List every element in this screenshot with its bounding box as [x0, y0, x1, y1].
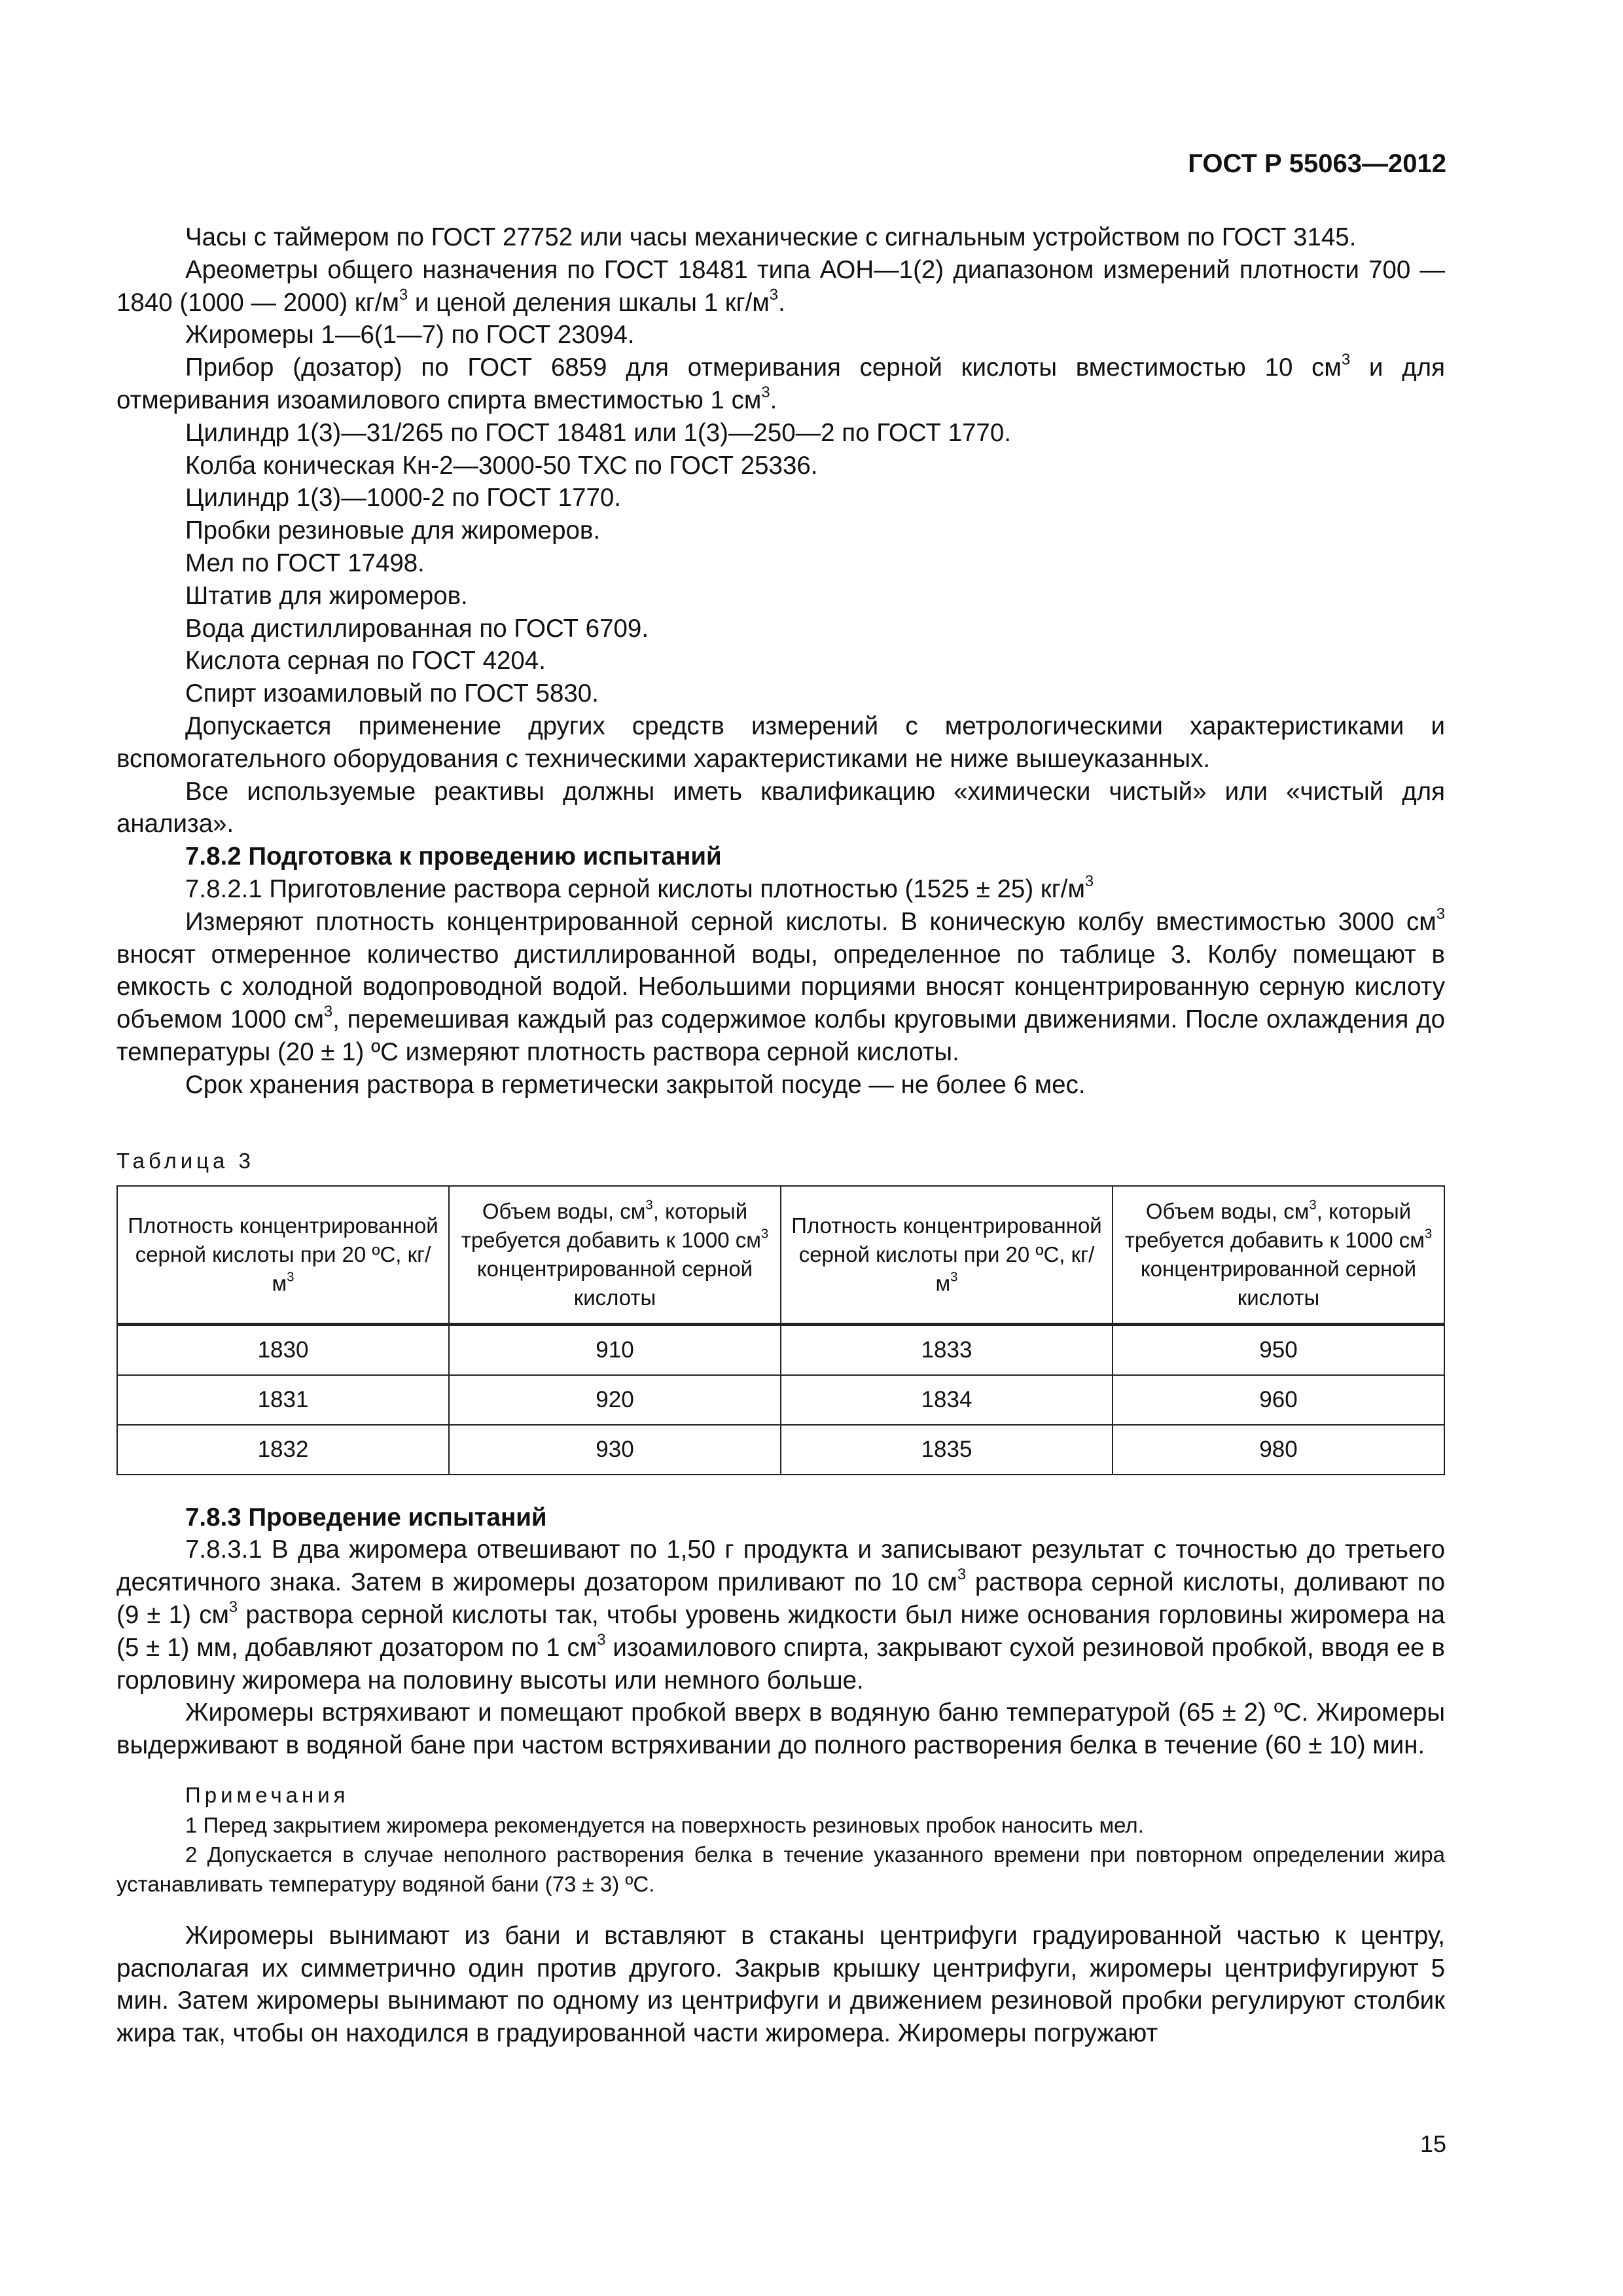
column-header: Плотность концентрированной серной кислоты при 20 ºС, $кг/м^3$ [781, 1186, 1113, 1325]
table-row [117, 1375, 1444, 1425]
list-item: Все используемые реактивы должны иметь квалификацию «химически чистый» или «чистый для анализа». [116, 777, 1445, 838]
list-item: Жиромеры 1—6(1—7) по ГОСТ 23094. [185, 321, 635, 350]
table-cell: 980 [1113, 1425, 1444, 1475]
document-code: ГОСТ Р 55063—2012 [1188, 149, 1446, 178]
list-item: Цилиндр 1(3)—31/265 по ГОСТ 18481 или 1(3)—250—2 по ГОСТ 1770. [185, 418, 1011, 447]
section-heading-7-8-2: 7.8.2 Подготовка к проведению испытаний [185, 842, 722, 871]
column-header: Объем воды, $см^3$, который требуется добавить к 1000 $см^3$ концентрированной серной кислоты [449, 1186, 781, 1325]
page-content [116, 221, 1445, 2050]
list-item: Спирт изоамиловый по ГОСТ 5830. [185, 679, 599, 708]
table-cell: 930 [449, 1425, 781, 1475]
table-cell: 920 [449, 1375, 781, 1425]
column-header: Плотность концентрированной серной кислоты при 20 ºС, $кг/м^3$ [117, 1186, 449, 1325]
table-cell: 1833 [781, 1324, 1113, 1375]
table-cell: 1831 [117, 1375, 449, 1425]
table-cell: 910 [449, 1324, 781, 1375]
table-cell: 1834 [781, 1375, 1113, 1425]
list-item: Ареометры общего назначения по ГОСТ 18481 типа АОН—1(2) диапазоном измерений плотности 700 — 1840 (1000 — 2000) $кг/м^3$ и ценой деления шкалы 1 $кг/м^3$. [116, 255, 1445, 317]
table-caption: Таблица 3 [116, 1148, 255, 1173]
table-cell: 1835 [781, 1425, 1113, 1475]
paragraph: Жиромеры вынимают из бани и вставляют в стаканы центрифуги градуированной частью к центру, располагая их симметрично один против другого. Закрыв крышку центрифуги, жиромеры центрифугируют 5 мин. Затем жиромеры вынимают по одному из центрифуги и движением резиновой пробки регулируют столбик жира так, чтобы он находился в градуированной части жиромера. Жиромеры погружают [116, 1921, 1445, 2048]
paragraph: 7.8.3.1 В два жиромера отвешивают по 1,50 г продукта и записывают результат с точностью до третьего десятичного знака. Затем в жиромеры дозатором приливают по 10 $см^3$ раствора серной кислоты, доливают по (9 ± 1) $см^3$ раствора серной кислоты так, чтобы уровень жидкости был ниже основания горловины жиромера на (5 ± 1) мм, добавляют дозатором по 1 $см^3$ изоамилового спирта, закрывают сухой резиновой пробкой, вводя ее в горловину жиромера на половину высоты или немного больше. [116, 1535, 1445, 1695]
table-cell: 1830 [117, 1324, 449, 1375]
list-item: Допускается применение других средств измерений с метрологическими характеристиками и вспомогательного оборудования с техническими характеристиками не ниже вышеуказанных. [116, 711, 1445, 773]
paragraph: Измеряют плотность концентрированной серной кислоты. В коническую колбу вместимостью 3000 $см^3$ вносят отмеренное количество дистиллированной воды, определенное по таблице 3. Колбу помещают в емкость с холодной водопроводной водой. Небольшими порциями вносят концентрированную серную кислоту объемом 1000 $см^3$, перемешивая каждый раз содержимое колбы круговыми движениями. После охлаждения до температуры (20 ± 1) ºС измеряют плотность раствора серной кислоты. [116, 905, 1445, 1066]
table-cell: 960 [1113, 1375, 1444, 1425]
subsection-heading-7-8-2-1: 7.8.2.1 Приготовление раствора серной кислоты плотностью (1525 ± 25) $кг/м^3$ [185, 872, 1094, 903]
paragraph: Срок хранения раствора в герметически закрытой посуде — не более 6 мес. [185, 1070, 1086, 1099]
list-item: Мел по ГОСТ 17498. [185, 548, 425, 577]
equipment-list [116, 221, 1445, 840]
list-item: Прибор (дозатор) по ГОСТ 6859 для отмеривания серной кислоты вместимостью 10 $см^3$ и для отмеривания изоамилового спирта вместимостью 1 $см^3$. [116, 351, 1445, 414]
notes-title: Примечания [185, 1782, 349, 1807]
table-row [117, 1425, 1444, 1475]
table-cell: 1832 [117, 1425, 449, 1475]
list-item: Цилиндр 1(3)—1000-2 по ГОСТ 1770. [185, 484, 622, 512]
list-item: Пробки резиновые для жиромеров. [185, 516, 601, 545]
paragraph: Жиромеры встряхивают и помещают пробкой вверх в водяную баню температурой (65 ± 2) ºС. Жиромеры выдерживают в водяной бане при частом встряхивании до полного растворения белка в течение (60 ± 10) мин. [116, 1698, 1445, 1760]
table-cell: 950 [1113, 1324, 1444, 1375]
section-heading-7-8-3: 7.8.3 Проведение испытаний [185, 1503, 547, 1532]
list-item: Штатив для жиромеров. [185, 581, 468, 610]
page-number: 15 [1419, 2130, 1446, 2157]
list-item: Вода дистиллированная по ГОСТ 6709. [185, 614, 649, 643]
note-item: 1 Перед закрытием жиромера рекомендуется на поверхность резиновых пробок наносить мел. [185, 1812, 1144, 1837]
table-3 [116, 1185, 1445, 1475]
table-header-row [117, 1186, 1444, 1325]
list-item: Кислота серная по ГОСТ 4204. [185, 647, 546, 675]
list-item: Часы с таймером по ГОСТ 27752 или часы механические с сигнальным устройством по ГОСТ 3145. [185, 223, 1357, 251]
note-item: 2 Допускается в случае неполного растворения белка в течение указанного времени при повторном определении жира устанавливать температуру водяной бани (73 ± 3) ºС. [116, 1842, 1445, 1896]
table-row [117, 1324, 1444, 1375]
list-item: Колба коническая Кн-2—3000-50 ТХС по ГОСТ 25336. [185, 451, 818, 480]
column-header: Объем воды, $см^3$, который требуется добавить к 1000 $см^3$ концентрированной серной кислоты [1113, 1186, 1444, 1325]
